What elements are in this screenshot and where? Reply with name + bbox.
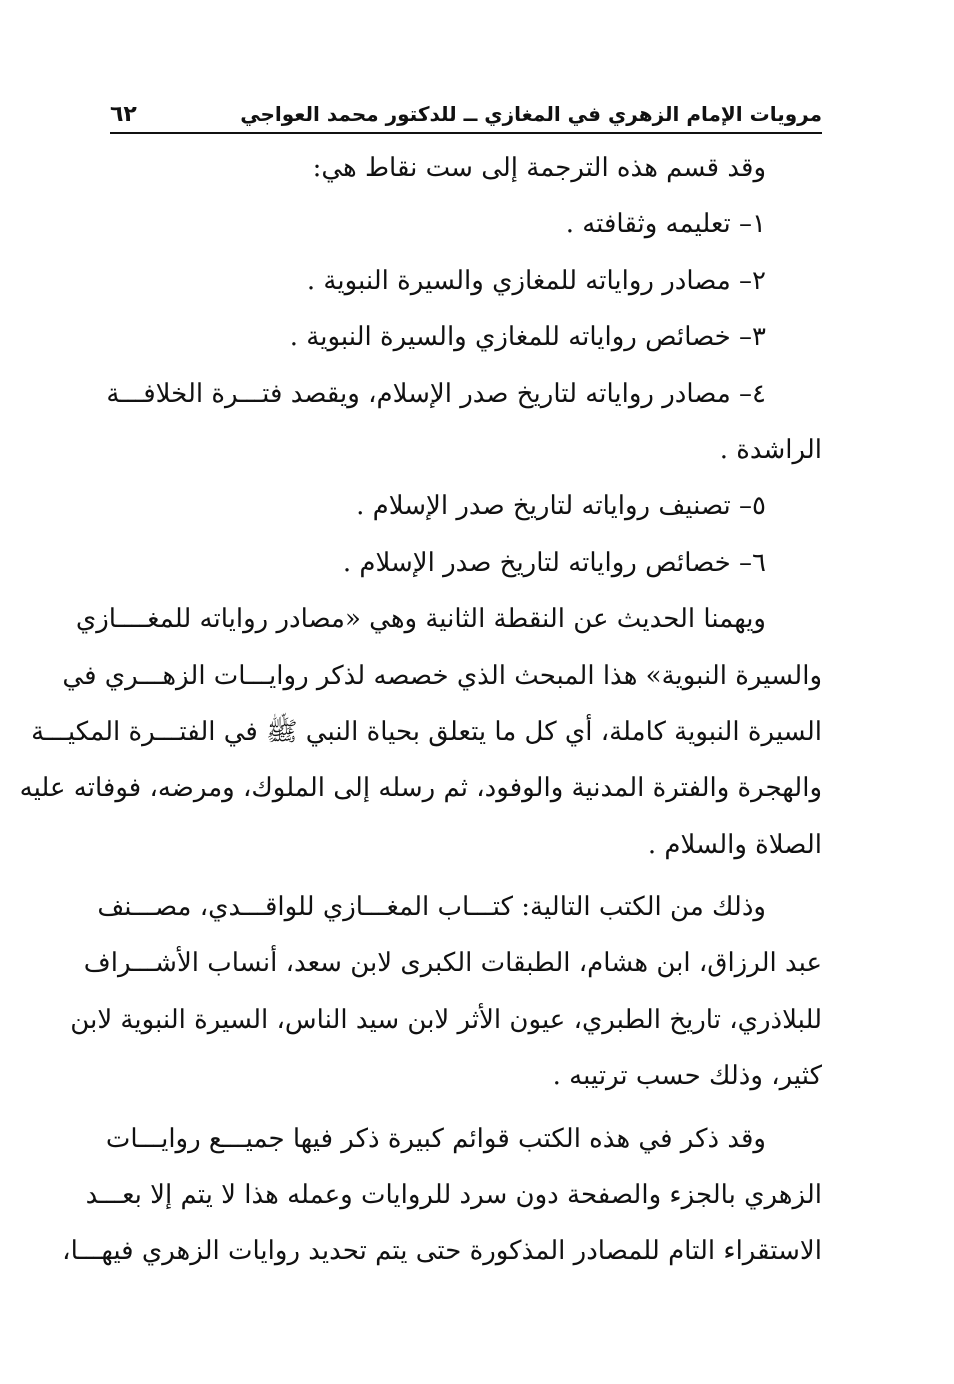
list-item-continuation: الراشدة . [719, 434, 822, 465]
page-number: ٦٢ [110, 101, 137, 127]
paragraph-line: وقد قسم هذه الترجمة إلى ست نقاط هي: [312, 153, 766, 183]
body-text [19, 140, 822, 1280]
list-item: ٢– مصادر رواياته للمغازي والسيرة النبوية . [306, 265, 766, 296]
paragraph-line: والسيرة النبوية» هذا المبحث الذي خصصه لذكر روايـــات الزهـــري في [62, 660, 822, 691]
paragraph-line: وذلك من الكتب التالية: كتـــاب المغـــازي للواقـــدي، مصـــنف [97, 892, 766, 923]
list-item: ٣– خصائص رواياته للمغازي والسيرة النبوية . [289, 322, 766, 353]
list-item: ١– تعليمه وثقافته . [565, 209, 766, 240]
running-title: مرويات الإمام الزهري في المغازي ــ للدكتور محمد العواجي [240, 102, 822, 126]
paragraph-line: عبد الرزاق، ابن هشام، الطبقات الكبرى لابن سعد، أنساب الأشـــراف [83, 948, 822, 979]
paragraph-line: وقد ذكر في هذه الكتب قوائم كبيرة ذكر فيها جميـــع روايـــات [105, 1123, 766, 1154]
list-item: ٦– خصائص رواياته لتاريخ صدر الإسلام . [342, 547, 766, 578]
paragraph-line: ويهمنا الحديث عن النقطة الثانية وهي «مصادر رواياته للمغــــازي [75, 604, 766, 635]
paragraph-line: الصلاة والسلام . [647, 829, 822, 860]
paragraph-line: والهجرة والفترة المدنية والوفود، ثم رسله إلى الملوك، ومرضه، فوفاته عليه [19, 773, 822, 804]
paragraph-line: السيرة النبوية كاملة، أي كل ما يتعلق بحياة النبي ﷺ في الفتـــرة المكيـــة [31, 716, 822, 747]
paragraph-line: للبلاذري، تاريخ الطبري، عيون الأثر لابن سيد الناس، السيرة النبوية لابن [70, 1004, 822, 1035]
list-item: ٥– تصنيف رواياته لتاريخ صدر الإسلام . [356, 491, 766, 522]
paragraph-line: كثير، وذلك حسب ترتيبه . [552, 1061, 822, 1092]
paragraph-line: الزهري بالجزء والصفحة دون سرد للروايات وعمله هذا لا يتم إلا بعـــد [85, 1180, 822, 1211]
paragraph-line: الاستقراء التام للمصادر المذكورة حتى يتم تحديد روايات الزهري فيهـــا، [62, 1236, 822, 1267]
running-header [110, 96, 822, 134]
list-item: ٤– مصادر رواياته لتاريخ صدر الإسلام، ويقصد فتـــرة الخلافـــة [106, 378, 766, 409]
